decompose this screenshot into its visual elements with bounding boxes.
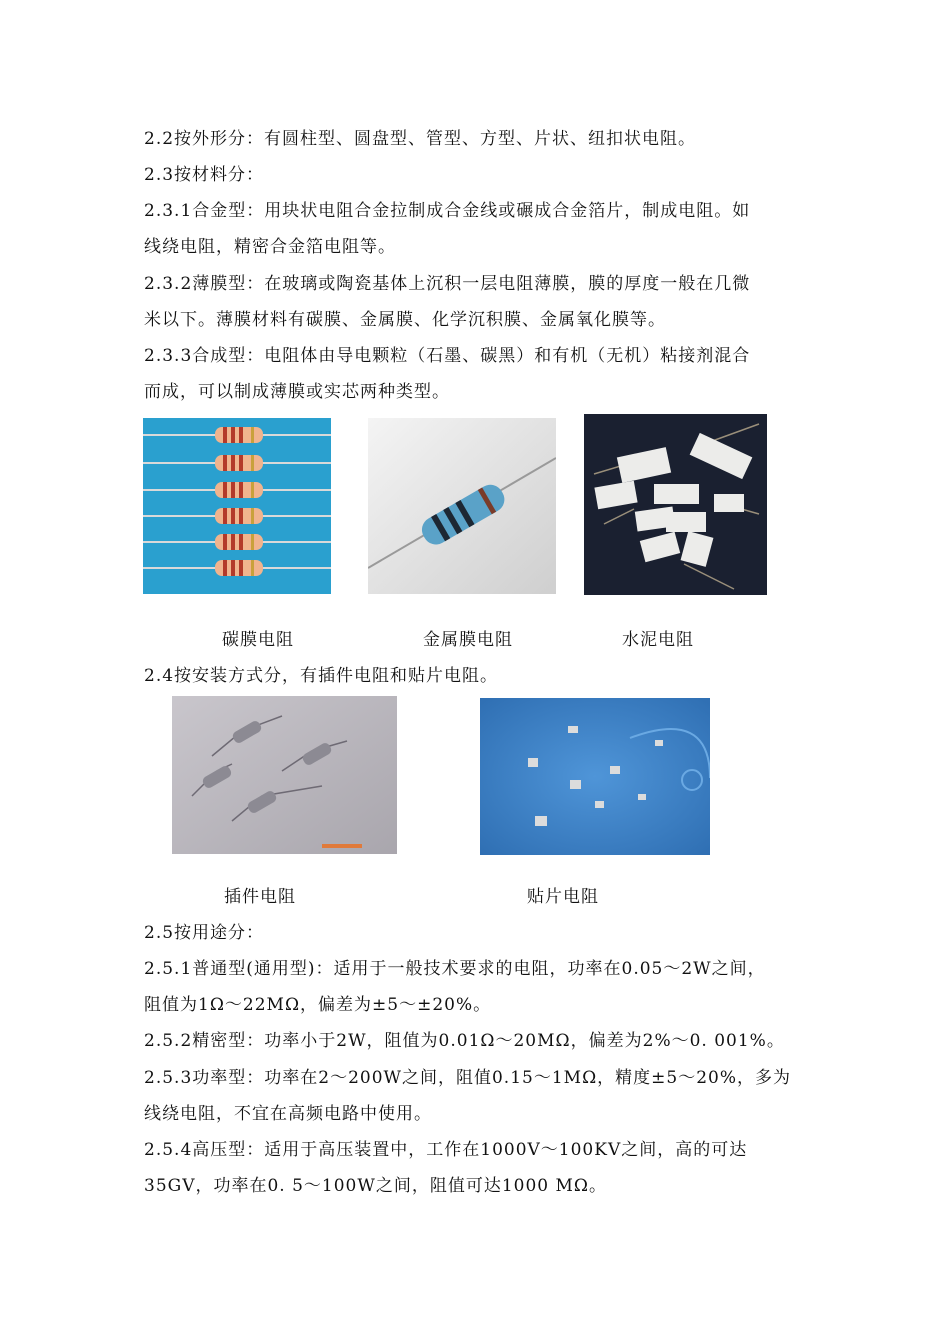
section-2-5-3-line2: 线绕电阻，不宜在高频电路中使用。 bbox=[144, 1104, 432, 1124]
through-hole-resistor-photo bbox=[172, 696, 397, 854]
metal-film-resistor-photo bbox=[368, 418, 556, 594]
section-2-5-4-line2: 35GV，功率在0. 5～100W之间，阻值可达1000 MΩ。 bbox=[144, 1176, 608, 1196]
carbon-film-resistor-photo bbox=[143, 418, 331, 594]
caption-through-hole: 插件电阻 bbox=[224, 887, 296, 907]
smd-resistor-photo bbox=[480, 698, 710, 855]
section-2-5: 2.5按用途分： bbox=[144, 923, 265, 943]
section-2-3: 2.3按材料分： bbox=[144, 165, 265, 185]
caption-carbon-film: 碳膜电阻 bbox=[222, 630, 294, 650]
section-2-3-3-line1: 2.3.3合成型：电阻体由导电颗粒（石墨、碳黑）和有机（无机）粘接剂混合 bbox=[144, 346, 751, 366]
section-2-2: 2.2按外形分：有圆柱型、圆盘型、管型、方型、片状、纽扣状电阻。 bbox=[144, 129, 697, 149]
section-2-5-3-line1: 2.5.3功率型：功率在2～200W之间，阻值0.15～1MΩ，精度±5～20%，多为 bbox=[144, 1068, 792, 1088]
caption-metal-film: 金属膜电阻 bbox=[423, 630, 513, 650]
section-2-3-2-line2: 米以下。薄膜材料有碳膜、金属膜、化学沉积膜、金属氧化膜等。 bbox=[144, 310, 666, 330]
section-2-3-3-line2: 而成，可以制成薄膜或实芯两种类型。 bbox=[144, 382, 450, 402]
section-2-5-4-line1: 2.5.4高压型：适用于高压装置中，工作在1000V～100KV之间，高的可达 bbox=[144, 1140, 748, 1160]
section-2-3-1-line2: 线绕电阻，精密合金箔电阻等。 bbox=[144, 237, 396, 257]
section-2-3-2-line1: 2.3.2薄膜型：在玻璃或陶瓷基体上沉积一层电阻薄膜，膜的厚度一般在几微 bbox=[144, 274, 751, 294]
section-2-4: 2.4按安装方式分，有插件电阻和贴片电阻。 bbox=[144, 666, 499, 686]
section-2-5-1-line1: 2.5.1普通型(通用型)：适用于一般技术要求的电阻，功率在0.05～2W之间， bbox=[144, 959, 766, 979]
section-2-5-1-line2: 阻值为1Ω～22MΩ，偏差为±5～±20%。 bbox=[144, 995, 492, 1015]
caption-smd: 贴片电阻 bbox=[527, 887, 599, 907]
caption-cement: 水泥电阻 bbox=[622, 630, 694, 650]
section-2-3-1-line1: 2.3.1合金型：用块状电阻合金拉制成合金线或碾成合金箔片，制成电阻。如 bbox=[144, 201, 751, 221]
cement-resistor-photo bbox=[584, 414, 767, 595]
section-2-5-2: 2.5.2精密型：功率小于2W，阻值为0.01Ω～20MΩ，偏差为2%～0. 001%。 bbox=[144, 1031, 785, 1051]
